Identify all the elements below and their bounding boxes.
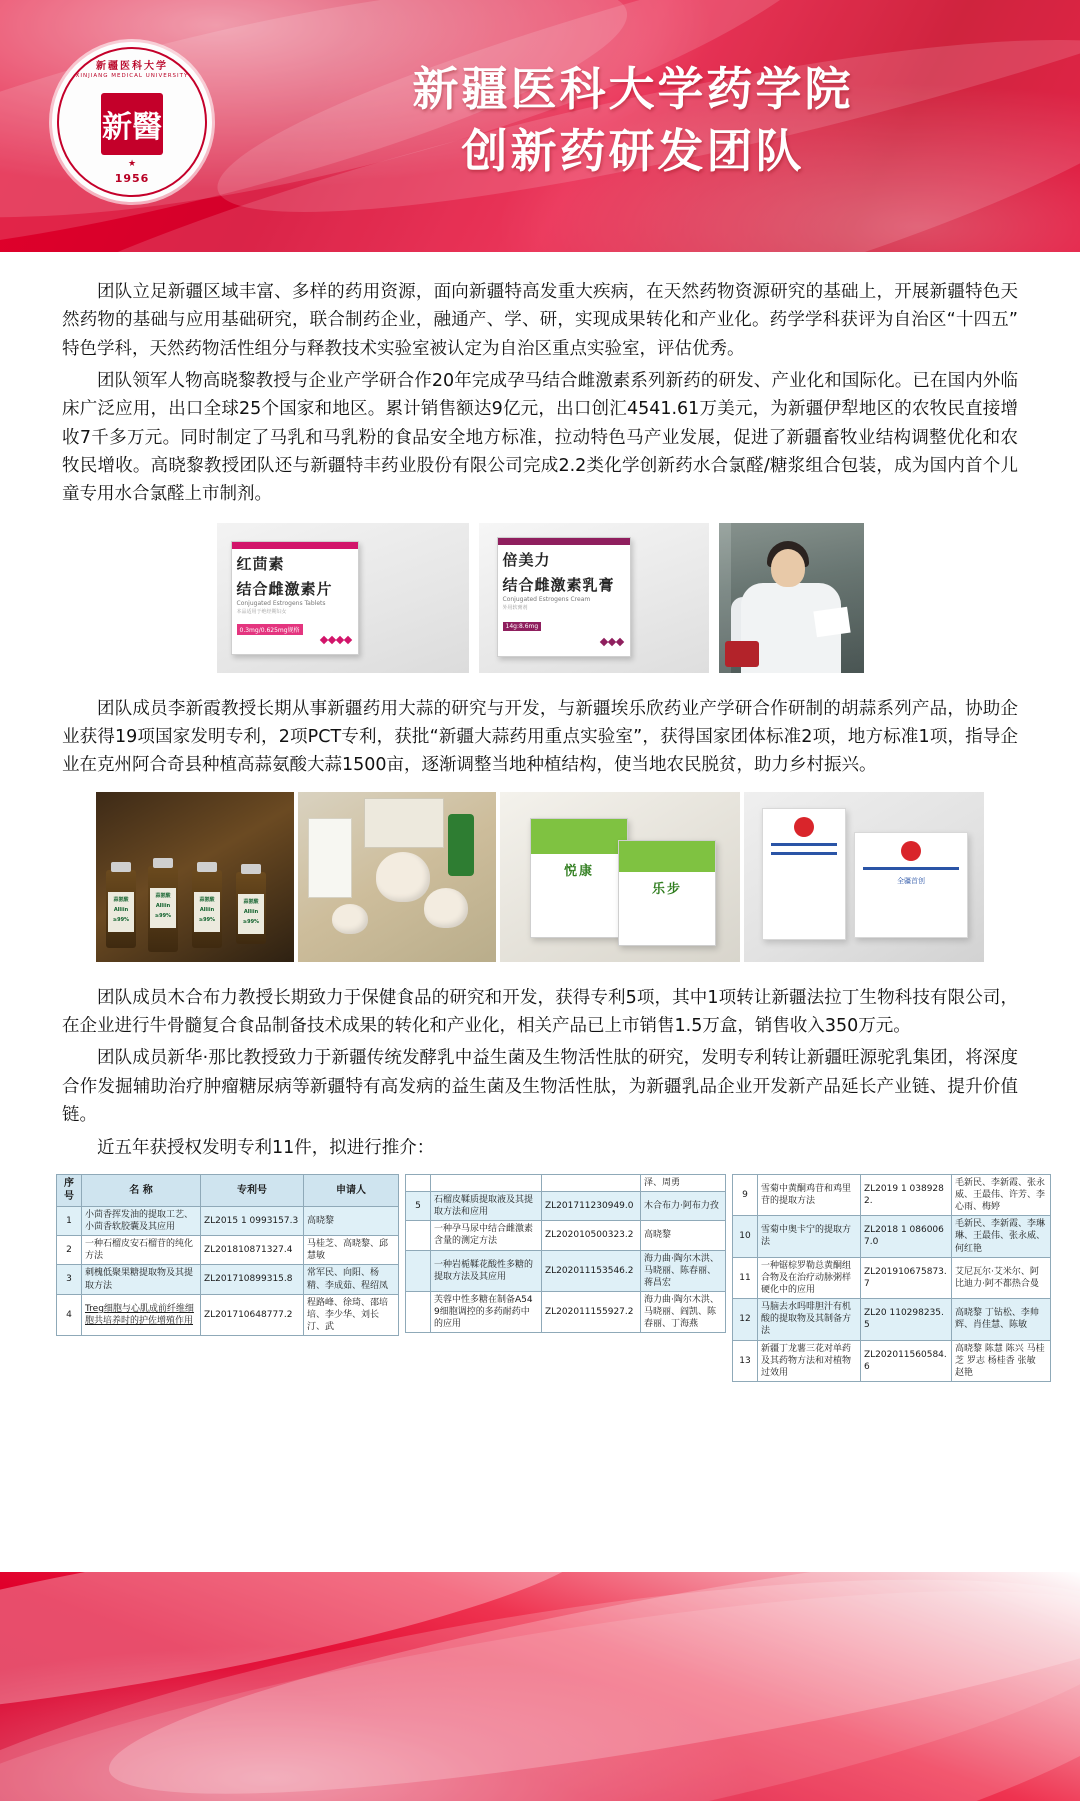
vial-cap (111, 862, 131, 872)
column-header-patent-no: 专利号 (201, 1174, 304, 1206)
patent-tables-region (0, 1174, 1080, 1382)
cell-applicant: 马桂芝、高晓黎、邱慧敏 (304, 1236, 399, 1265)
cell-index: 10 (733, 1216, 758, 1257)
box-note-text: 外用软膏剂 (502, 604, 528, 611)
patent-table-middle (405, 1174, 726, 1334)
column-header-index: 序 号 (57, 1174, 82, 1206)
paragraph-2: 团队领军人物高晓黎教授与企业产学研合作20年完成孕马结合雌激素系列新药的研发、产业化和国际化。已在国内外临床广泛应用，出口全球25个国家和地区。累计销售额达9亿元，出口创汇4541.61万美元，为新疆伊犁地区的农牧民直接增收7千多万元。同时制定了马乳和马乳粉的食品安全地方标准，拉动特色马产业发展，促进了新疆畜牧业结构调整优化和农牧民增收。高晓黎教授团队还与新疆特丰药业股份有限公司完成2.2类化学创新药水合氯醛/糖浆组合包装，成为国内首个儿童专用水合氯醛上市制剂。 (62, 371, 1018, 505)
cell-applicant: 毛新民、李新霞、李琳琳、王最伟、张永威、何红艳 (952, 1216, 1051, 1257)
cell-applicant: 木合布力·阿布力孜 (641, 1191, 726, 1220)
cell-applicant: 高晓黎 陈慧 陈兴 马桂芝 罗志 杨桂香 张敏 赵艳 (952, 1340, 1051, 1381)
cell-name: 刺槐低聚果糖提取物及其提取方法 (82, 1265, 201, 1294)
table-row (406, 1250, 726, 1291)
box-blue-line (863, 867, 959, 870)
page-header (0, 0, 1080, 252)
cell-name (431, 1174, 542, 1191)
cell-applicant: 泽、周勇 (641, 1174, 726, 1191)
box-name-label: 乐步 (651, 881, 682, 897)
cell-applicant: 高晓黎 (304, 1206, 399, 1235)
cell-patent-no (542, 1174, 641, 1191)
box-brand-label: 倍美力 (502, 550, 551, 569)
sample-vial (236, 872, 266, 944)
cell-index: 4 (57, 1294, 82, 1335)
garlic-paragraph-group (0, 695, 1080, 780)
vial-cap (241, 864, 261, 874)
logo-inner-ring (57, 47, 207, 197)
vial-label: 蒜氨酸 Alliin ≥99% (238, 894, 264, 934)
paragraph-6: 近五年获授权发明专利11件，拟进行推介： (97, 1137, 435, 1158)
cell-applicant: 高晓黎 (641, 1221, 726, 1250)
box-brand-label: 红茴素 (236, 554, 285, 573)
image-row-garlic-products (0, 792, 1080, 962)
cell-patent-no: ZL2015 1 0993157.3 (201, 1206, 304, 1235)
person-face (771, 549, 805, 587)
table-row (57, 1206, 399, 1235)
cell-patent-no: ZL2019 1 0389282. (861, 1174, 952, 1215)
column-header-name: 名 称 (82, 1174, 201, 1206)
table-row (406, 1291, 726, 1332)
cell-patent-no: ZL2018 1 0860067.0 (861, 1216, 952, 1257)
cell-name: 一种石榴皮安石榴苷的纯化方法 (82, 1236, 201, 1265)
box-name-label: 全疆首创 (897, 876, 925, 885)
header-title-block (238, 58, 1028, 182)
green-bottle (448, 814, 474, 876)
cell-index: 13 (733, 1340, 758, 1381)
column-header-applicant: 申请人 (304, 1174, 399, 1206)
cell-patent-no: ZL202011155927.2 (542, 1291, 641, 1332)
cell-index: 3 (57, 1265, 82, 1294)
vial-label: 蒜氨酸 Alliin ≥99% (150, 888, 176, 928)
cell-name: Treg细胞与心肌成前纤维细胞共培养时的护佐增殖作用 (82, 1294, 201, 1335)
logo-seal-character: 新醫 (101, 93, 163, 155)
person-document (813, 607, 850, 637)
cell-applicant: 毛新民、李新霞、张永威、王最伟、许芳、李心雨、梅婷 (952, 1174, 1051, 1215)
cell-index: 12 (733, 1299, 758, 1340)
box-name-label: 悦康 (563, 864, 594, 880)
photo-estrogen-cream-box (479, 523, 709, 673)
box-red-dot-icon (901, 841, 921, 861)
box-top-band (531, 819, 627, 854)
cell-applicant: 海力曲·陶尔木洪、马晓丽、阎凯、陈春丽、丁海燕 (641, 1291, 726, 1332)
table-row (57, 1265, 399, 1294)
cell-name: 雪菊中黄酮鸡苷和鸡里苷的提取方法 (758, 1174, 861, 1215)
cell-index: 1 (57, 1206, 82, 1235)
box-product-name-en: Conjugated Estrogens Cream (502, 595, 591, 603)
sample-vial (106, 870, 136, 948)
cell-index: 11 (733, 1257, 758, 1298)
photo-garlic-capsules-and-bulbs (298, 792, 496, 962)
patent-table-right (732, 1174, 1051, 1382)
cell-name: 一种岩栀鞣花酸性多糖的提取方法及其应用 (431, 1250, 542, 1291)
table-header-row (57, 1174, 399, 1206)
cell-patent-no: ZL201710899315.8 (201, 1265, 304, 1294)
box-note-text: 本品适用于绝经期妇女 (236, 608, 287, 615)
white-product-box (762, 808, 846, 940)
cell-applicant: 海力曲·陶尔木洪、马晓丽、陈春丽、蒋昌宏 (641, 1250, 726, 1291)
table-row (406, 1174, 726, 1191)
box-spec-tag: 14g:8.6mg (503, 622, 542, 631)
sample-vial (192, 870, 222, 948)
table-row (406, 1191, 726, 1220)
table-row (733, 1299, 1051, 1340)
patent-table-left (56, 1174, 399, 1336)
cell-name: 石榴皮鞣质提取液及其提取方法和应用 (431, 1191, 542, 1220)
cell-name: 马脑去水吗啡胆汁有机酸的提取物及其制备方法 (758, 1299, 861, 1340)
box-product-name-cn: 结合雌激素片 (236, 579, 333, 598)
logo-year: 1956 (114, 172, 150, 185)
logo-ring-text: 新疆医科大学 (96, 61, 168, 72)
cell-name: 小茴香挥发油的提取工艺、小茴香软胶囊及其应用 (82, 1206, 201, 1235)
medicine-box-cream (497, 537, 631, 657)
garlic-bulb (376, 852, 430, 902)
box-color-bar (498, 538, 630, 545)
table-row (57, 1294, 399, 1335)
cell-name: 芙蓉中性多糖在制备A549细胞调控的多药耐药中的应用 (431, 1291, 542, 1332)
cell-patent-no: ZL202011153546.2 (542, 1250, 641, 1291)
cell-patent-no: ZL202011560584.6 (861, 1340, 952, 1381)
green-product-box (530, 818, 628, 938)
cell-index (406, 1221, 431, 1250)
cell-patent-no: ZL20 110298235.5 (861, 1299, 952, 1340)
box-blue-line (771, 852, 837, 855)
cell-index: 2 (57, 1236, 82, 1265)
cell-index (406, 1174, 431, 1191)
cell-name: 一种孕马尿中结合雌激素含量的测定方法 (431, 1221, 542, 1250)
box-blue-line (771, 843, 837, 846)
image-row-estrogen-products (0, 523, 1080, 673)
box-top-band (619, 841, 715, 872)
cell-index (406, 1291, 431, 1332)
garlic-clove (332, 904, 368, 934)
cell-patent-no: ZL201710648777.2 (201, 1294, 304, 1335)
paragraph-4: 团队成员木合布力教授长期致力于保健食品的研究和开发，获得专利5项，其中1项转让新疆法拉丁生物科技有限公司，在企业进行牛骨髓复合食品制备技术成果的转化和产业化，相关产品已上市销售1.5万盒，销售收入350万元。 (62, 987, 1018, 1037)
table-row (57, 1236, 399, 1265)
cell-name: 一种锯棕罗勒总黄酮组合物及在治疗动脉粥样硬化中的应用 (758, 1257, 861, 1298)
paragraph-1: 团队立足新疆区域丰富、多样的药用资源，面向新疆特高发重大疾病，在天然药物资源研究的基础上，开展新疆特色天然药物的基础与应用基础研究，联合制药企业，融通产、学、研，实现成果转化和产业化。药学学科获评为自治区“十四五”特色学科，天然药物活性组分与释教技术实验室被认定为自治区重点实验室，评估优秀。 (62, 282, 1018, 359)
workshop-red-equipment (725, 641, 759, 667)
cell-patent-no: ZL202010500323.2 (542, 1221, 641, 1250)
logo-ring-text-en: XINJIANG MEDICAL UNIVERSITY (75, 73, 189, 79)
university-logo (52, 42, 212, 202)
closing-paragraph-group (0, 984, 1080, 1162)
garlic-bulb (424, 888, 468, 928)
cell-applicant: 程路峰、徐琦、邵培培、李少华、刘长汀、武 (304, 1294, 399, 1335)
box-red-dot-icon (794, 817, 814, 837)
vial-label: 蒜氨酸 Alliin ≥99% (194, 892, 220, 932)
table-row (733, 1216, 1051, 1257)
table-row (406, 1221, 726, 1250)
table-row (733, 1174, 1051, 1215)
box-product-name-cn: 结合雌激素乳膏 (502, 575, 615, 594)
green-product-box (618, 840, 716, 946)
box-product-name-en: Conjugated Estrogens Tablets (236, 599, 326, 607)
photo-estrogen-tablets-box (217, 523, 469, 673)
cell-patent-no: ZL201810871327.4 (201, 1236, 304, 1265)
page-footer-decoration (0, 1572, 1080, 1801)
cell-patent-no: ZL201711230949.0 (542, 1191, 641, 1220)
photo-garlic-product-green-boxes (500, 792, 740, 962)
capsule-bottle (308, 818, 352, 898)
cell-index: 9 (733, 1174, 758, 1215)
table-row (733, 1257, 1051, 1298)
medicine-box-tablets (231, 541, 359, 655)
cell-applicant: 常军民、向阳、杨精、李成茹、程绍凤 (304, 1265, 399, 1294)
box-spec-tag: 0.3mg/0.625mg规格 (237, 624, 303, 635)
page-title-line2: 创新药研发团队 (461, 124, 805, 179)
box-color-bar (232, 542, 358, 549)
table-row (733, 1340, 1051, 1381)
vial-cap (197, 862, 217, 872)
page-title-line1: 新疆医科大学药学院 (412, 62, 854, 116)
logo-star-icon: ★ (127, 159, 137, 169)
paragraph-3: 团队成员李新霞教授长期从事新疆药用大蒜的研究与开发，与新疆埃乐欣药业产学研合作研制的胡蒜系列产品，协助企业获得19项国家发明专利，2项PCT专利，获批“新疆大蒜药用重点实验室”，获得国家团体标准2项，地方标准1项，指导企业在克州阿合奇县种植高蒜氨酸大蒜1500亩，逐渐调整当地种植结构，使当地农民脱贫，助力乡村振兴。 (62, 698, 1018, 776)
cell-name: 雪菊中奥卡宁的提取方法 (758, 1216, 861, 1257)
photo-researcher-in-workshop (719, 523, 864, 673)
paragraph-5: 团队成员新华·那比教授致力于新疆传统发酵乳中益生菌及生物活性肽的研究，发明专利转让新疆旺源驼乳集团，将深度合作发掘辅助治疗肿瘤糖尿病等新疆特有高发病的益生菌及生物活性肽，为新疆乳品企业开发新产品延长产业链、提升价值链。 (62, 1048, 1018, 1126)
cell-index (406, 1250, 431, 1291)
cell-applicant: 高晓黎 丁钻松、李帅辉、肖佳慧、陈敏 (952, 1299, 1051, 1340)
vial-label: 蒜氨酸 Alliin ≥99% (108, 892, 134, 932)
cell-name: 新疆丁龙薯三花对单药及其药物方法和对植物过效用 (758, 1340, 861, 1381)
photo-garlic-product-white-boxes (744, 792, 984, 962)
white-product-box (854, 832, 968, 938)
cell-applicant: 艾尼瓦尔·艾米尔、阿比迪力·阿不都热合曼 (952, 1257, 1051, 1298)
photo-garlic-extract-vials (96, 792, 294, 962)
cell-index: 5 (406, 1191, 431, 1220)
box-diamond-decoration (600, 631, 624, 650)
vial-cap (153, 858, 173, 868)
document-body (0, 252, 1080, 1572)
product-carton (364, 798, 444, 848)
box-diamond-decoration (320, 629, 352, 648)
sample-vial (148, 866, 178, 952)
cell-patent-no: ZL201910675873.7 (861, 1257, 952, 1298)
intro-paragraph-group (0, 278, 1080, 509)
